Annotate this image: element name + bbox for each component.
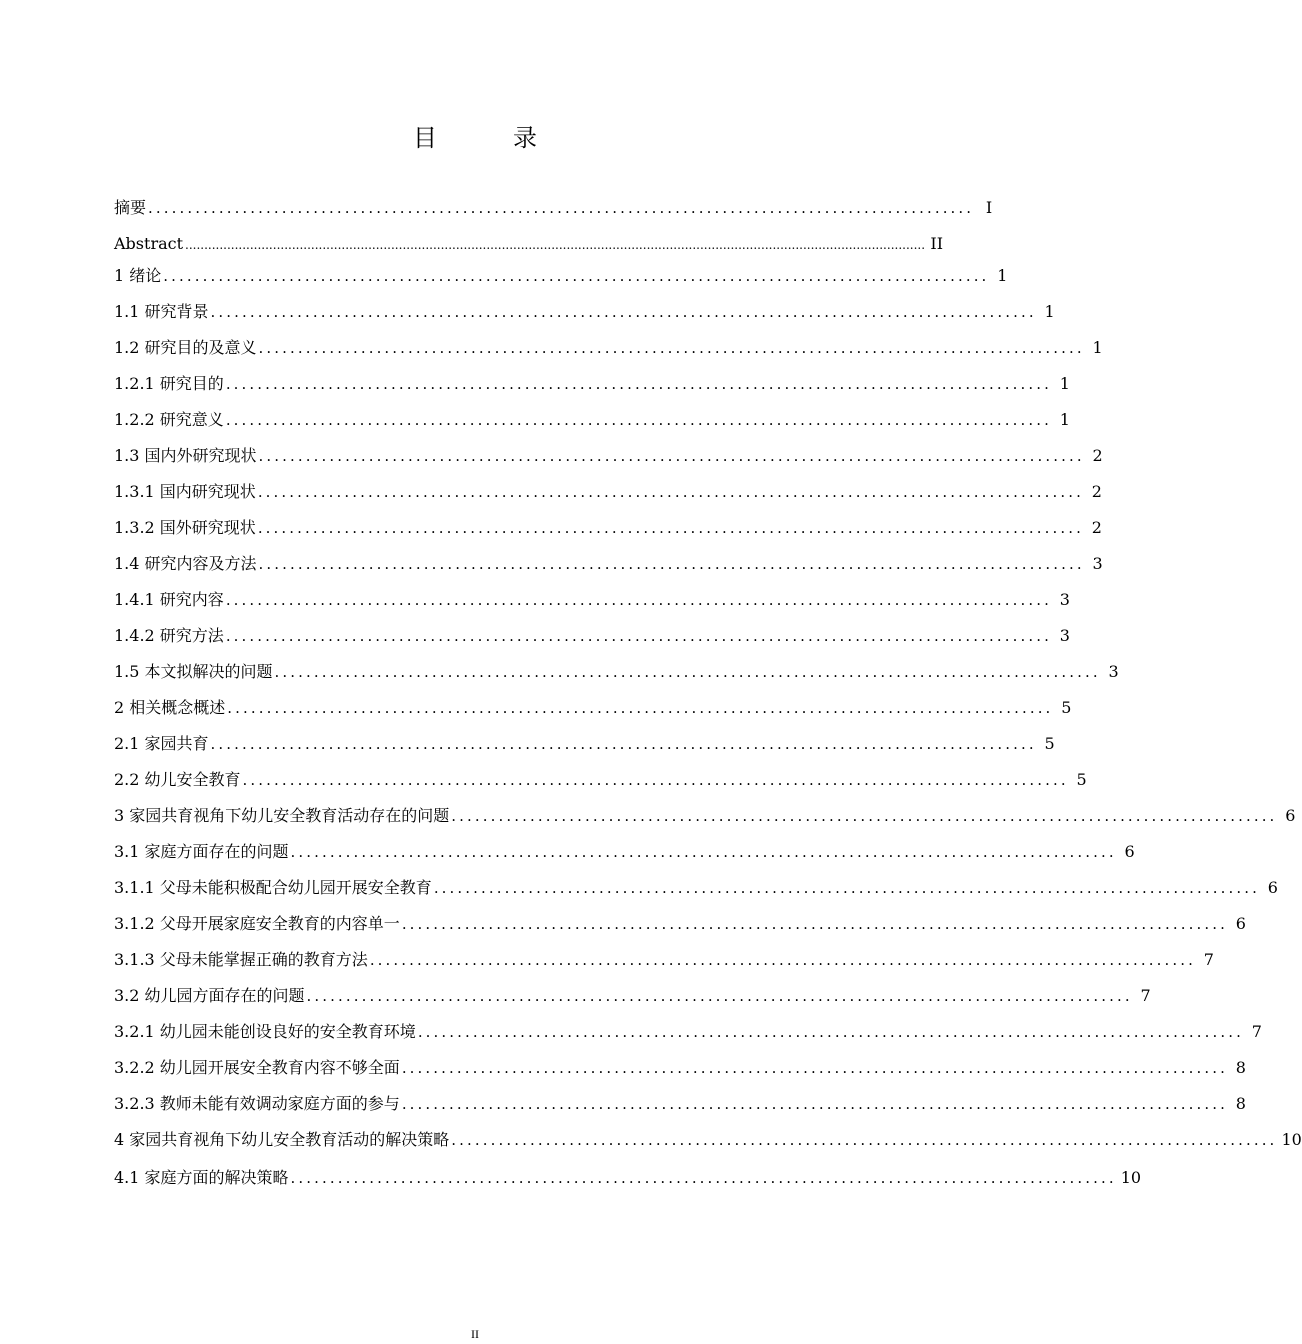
toc-entry-label: 2.1 家园共育 <box>114 734 209 753</box>
toc-leader-dots: ......................................................................................................... <box>225 591 1052 609</box>
toc-leader-dots: ......................................................................................................... <box>225 411 1052 429</box>
toc-entry-4[interactable] <box>114 1128 1302 1152</box>
toc-leader-dots: ......................................................................................................... <box>227 699 1054 717</box>
toc-entry-page: I <box>985 198 993 217</box>
toc-leader-dots: ......................................................................................................... <box>258 555 1085 573</box>
toc-entry-label: 3.1 家庭方面存在的问题 <box>114 842 289 861</box>
toc-leader-dots: ......................................................................................................... <box>242 771 1069 789</box>
toc-entry-1-2[interactable] <box>114 336 1103 360</box>
toc-entry-label: 1.2.2 研究意义 <box>114 410 224 429</box>
toc-entry-label: 摘要 <box>114 198 147 217</box>
toc-entry-3-2[interactable] <box>114 984 1151 1008</box>
toc-entry-page: 10 <box>1281 1130 1302 1149</box>
toc-leader-dots: ......................................................................................................... <box>417 1023 1244 1041</box>
toc-leader-dots: .................................................................................................................................................................................................. <box>185 238 926 252</box>
page-title: 目 录 <box>413 124 563 152</box>
toc-entry-3-1[interactable] <box>114 840 1135 864</box>
toc-entry-label: 3.2.2 幼儿园开展安全教育内容不够全面 <box>114 1058 400 1077</box>
toc-entry-1-3-1[interactable] <box>114 480 1102 504</box>
toc-entry-page: 1 <box>1044 302 1055 321</box>
toc-entry-4-1[interactable] <box>114 1166 1142 1190</box>
toc-entry-label: 1.3.1 国内研究现状 <box>114 482 256 501</box>
toc-entry-1-2-1[interactable] <box>114 372 1070 396</box>
toc-entry-page: 1 <box>1059 374 1070 393</box>
toc-entry-3-1-2[interactable] <box>114 912 1246 936</box>
toc-entry-3-2-3[interactable] <box>114 1092 1246 1116</box>
toc-entry-page: 5 <box>1044 734 1055 753</box>
toc-entry-page: 3 <box>1092 554 1103 573</box>
toc-leader-dots: ......................................................................................................... <box>290 1169 1117 1187</box>
toc-entry-page: 2 <box>1091 518 1102 537</box>
toc-leader-dots: ......................................................................................................... <box>274 663 1101 681</box>
toc-entry-page: 6 <box>1285 806 1296 825</box>
toc-entry-page: II <box>930 234 944 253</box>
toc-entry-label: Abstract <box>114 234 184 253</box>
toc-leader-dots: ......................................................................................................... <box>258 447 1085 465</box>
toc-entry-label: 1.2.1 研究目的 <box>114 374 224 393</box>
toc-entry-2-2[interactable] <box>114 768 1087 792</box>
toc-entry-page: 6 <box>1235 914 1246 933</box>
toc-entry-label: 3.2.1 幼儿园未能创设良好的安全教育环境 <box>114 1022 416 1041</box>
toc-entry-3[interactable] <box>114 804 1296 828</box>
toc-entry-1-4-2[interactable] <box>114 624 1070 648</box>
toc-leader-dots: ......................................................................................................... <box>401 1095 1228 1113</box>
toc-entry-label: 3.2.3 教师未能有效调动家庭方面的参与 <box>114 1094 400 1113</box>
toc-entry-1-1[interactable] <box>114 300 1055 324</box>
toc-entry-abstract-en[interactable] <box>114 232 944 256</box>
toc-entry-page: 7 <box>1251 1022 1262 1041</box>
toc-entry-label: 1.3 国内外研究现状 <box>114 446 257 465</box>
toc-leader-dots: ......................................................................................................... <box>257 483 1084 501</box>
toc-entry-page: 2 <box>1092 446 1103 465</box>
toc-entry-label: 1.4 研究内容及方法 <box>114 554 257 573</box>
toc-entry-label: 1.1 研究背景 <box>114 302 209 321</box>
toc-entry-page: 7 <box>1203 950 1214 969</box>
toc-entry-1-2-2[interactable] <box>114 408 1070 432</box>
toc-entry-label: 4.1 家庭方面的解决策略 <box>114 1168 289 1187</box>
toc-entry-label: 3 家园共育视角下幼儿安全教育活动存在的问题 <box>114 806 450 825</box>
toc-entry-page: 3 <box>1059 626 1070 645</box>
toc-entry-label: 3.1.2 父母开展家庭安全教育的内容单一 <box>114 914 400 933</box>
toc-entry-label: 4 家园共育视角下幼儿安全教育活动的解决策略 <box>114 1130 450 1149</box>
toc-leader-dots: ......................................................................................................... <box>306 987 1133 1005</box>
toc-entry-2[interactable] <box>114 696 1072 720</box>
toc-entry-label: 3.1.3 父母未能掌握正确的教育方法 <box>114 950 368 969</box>
page-number-footer: II <box>471 1327 479 1341</box>
toc-entry-page: 6 <box>1267 878 1278 897</box>
toc-entry-label: 1.4.1 研究内容 <box>114 590 224 609</box>
toc-entry-label: 1.5 本文拟解决的问题 <box>114 662 273 681</box>
toc-entry-page: 3 <box>1059 590 1070 609</box>
toc-leader-dots: ......................................................................................................... <box>163 267 990 285</box>
toc-entry-page: 5 <box>1061 698 1072 717</box>
toc-entry-label: 1.2 研究目的及意义 <box>114 338 257 357</box>
toc-entry-1-3-2[interactable] <box>114 516 1102 540</box>
toc-entry-page: 7 <box>1140 986 1151 1005</box>
toc-entry-3-2-2[interactable] <box>114 1056 1246 1080</box>
toc-entry-1[interactable] <box>114 264 1008 288</box>
toc-entry-page: 1 <box>1092 338 1103 357</box>
toc-entry-label: 3.2 幼儿园方面存在的问题 <box>114 986 305 1005</box>
toc-entry-page: 8 <box>1235 1058 1246 1077</box>
toc-leader-dots: ......................................................................................................... <box>290 843 1117 861</box>
toc-entry-label: 3.1.1 父母未能积极配合幼儿园开展安全教育 <box>114 878 432 897</box>
toc-leader-dots: ......................................................................................................... <box>369 951 1196 969</box>
toc-leader-dots: ......................................................................................................... <box>433 879 1260 897</box>
toc-leader-dots: ......................................................................................................... <box>451 807 1278 825</box>
toc-entry-page: 10 <box>1120 1168 1142 1187</box>
toc-entry-abstract-cn[interactable] <box>114 196 993 220</box>
toc-entry-2-1[interactable] <box>114 732 1055 756</box>
toc-entry-page: 1 <box>1059 410 1070 429</box>
toc-leader-dots: ......................................................................................................... <box>257 519 1084 537</box>
toc-entry-page: 6 <box>1124 842 1135 861</box>
toc-entry-label: 1.3.2 国外研究现状 <box>114 518 256 537</box>
toc-entry-page: 3 <box>1108 662 1119 681</box>
toc-entry-label: 1 绪论 <box>114 266 162 285</box>
toc-leader-dots: ......................................................................................................... <box>401 915 1228 933</box>
toc-leader-dots: ......................................................................................................... <box>225 627 1052 645</box>
toc-entry-3-1-3[interactable] <box>114 948 1214 972</box>
toc-entry-3-1-1[interactable] <box>114 876 1278 900</box>
toc-entry-1-5[interactable] <box>114 660 1119 684</box>
toc-entry-1-4[interactable] <box>114 552 1103 576</box>
toc-leader-dots: ......................................................................................................... <box>225 375 1052 393</box>
toc-entry-page: 1 <box>997 266 1008 285</box>
toc-entry-label: 2 相关概念概述 <box>114 698 226 717</box>
toc-entry-label: 1.4.2 研究方法 <box>114 626 224 645</box>
toc-entry-label: 2.2 幼儿安全教育 <box>114 770 241 789</box>
toc-entry-page: 2 <box>1091 482 1102 501</box>
toc-entry-3-2-1[interactable] <box>114 1020 1262 1044</box>
toc-entry-1-3[interactable] <box>114 444 1103 468</box>
toc-leader-dots: ......................................................................................................... <box>401 1059 1228 1077</box>
toc-leader-dots: ......................................................................................................... <box>451 1131 1278 1149</box>
toc-leader-dots: ......................................................................................................... <box>148 199 975 217</box>
toc-entry-page: 8 <box>1235 1094 1246 1113</box>
toc-leader-dots: ......................................................................................................... <box>258 339 1085 357</box>
toc-leader-dots: ......................................................................................................... <box>210 303 1037 321</box>
toc-entry-page: 5 <box>1076 770 1087 789</box>
toc-leader-dots: ......................................................................................................... <box>210 735 1037 753</box>
toc-entry-1-4-1[interactable] <box>114 588 1070 612</box>
